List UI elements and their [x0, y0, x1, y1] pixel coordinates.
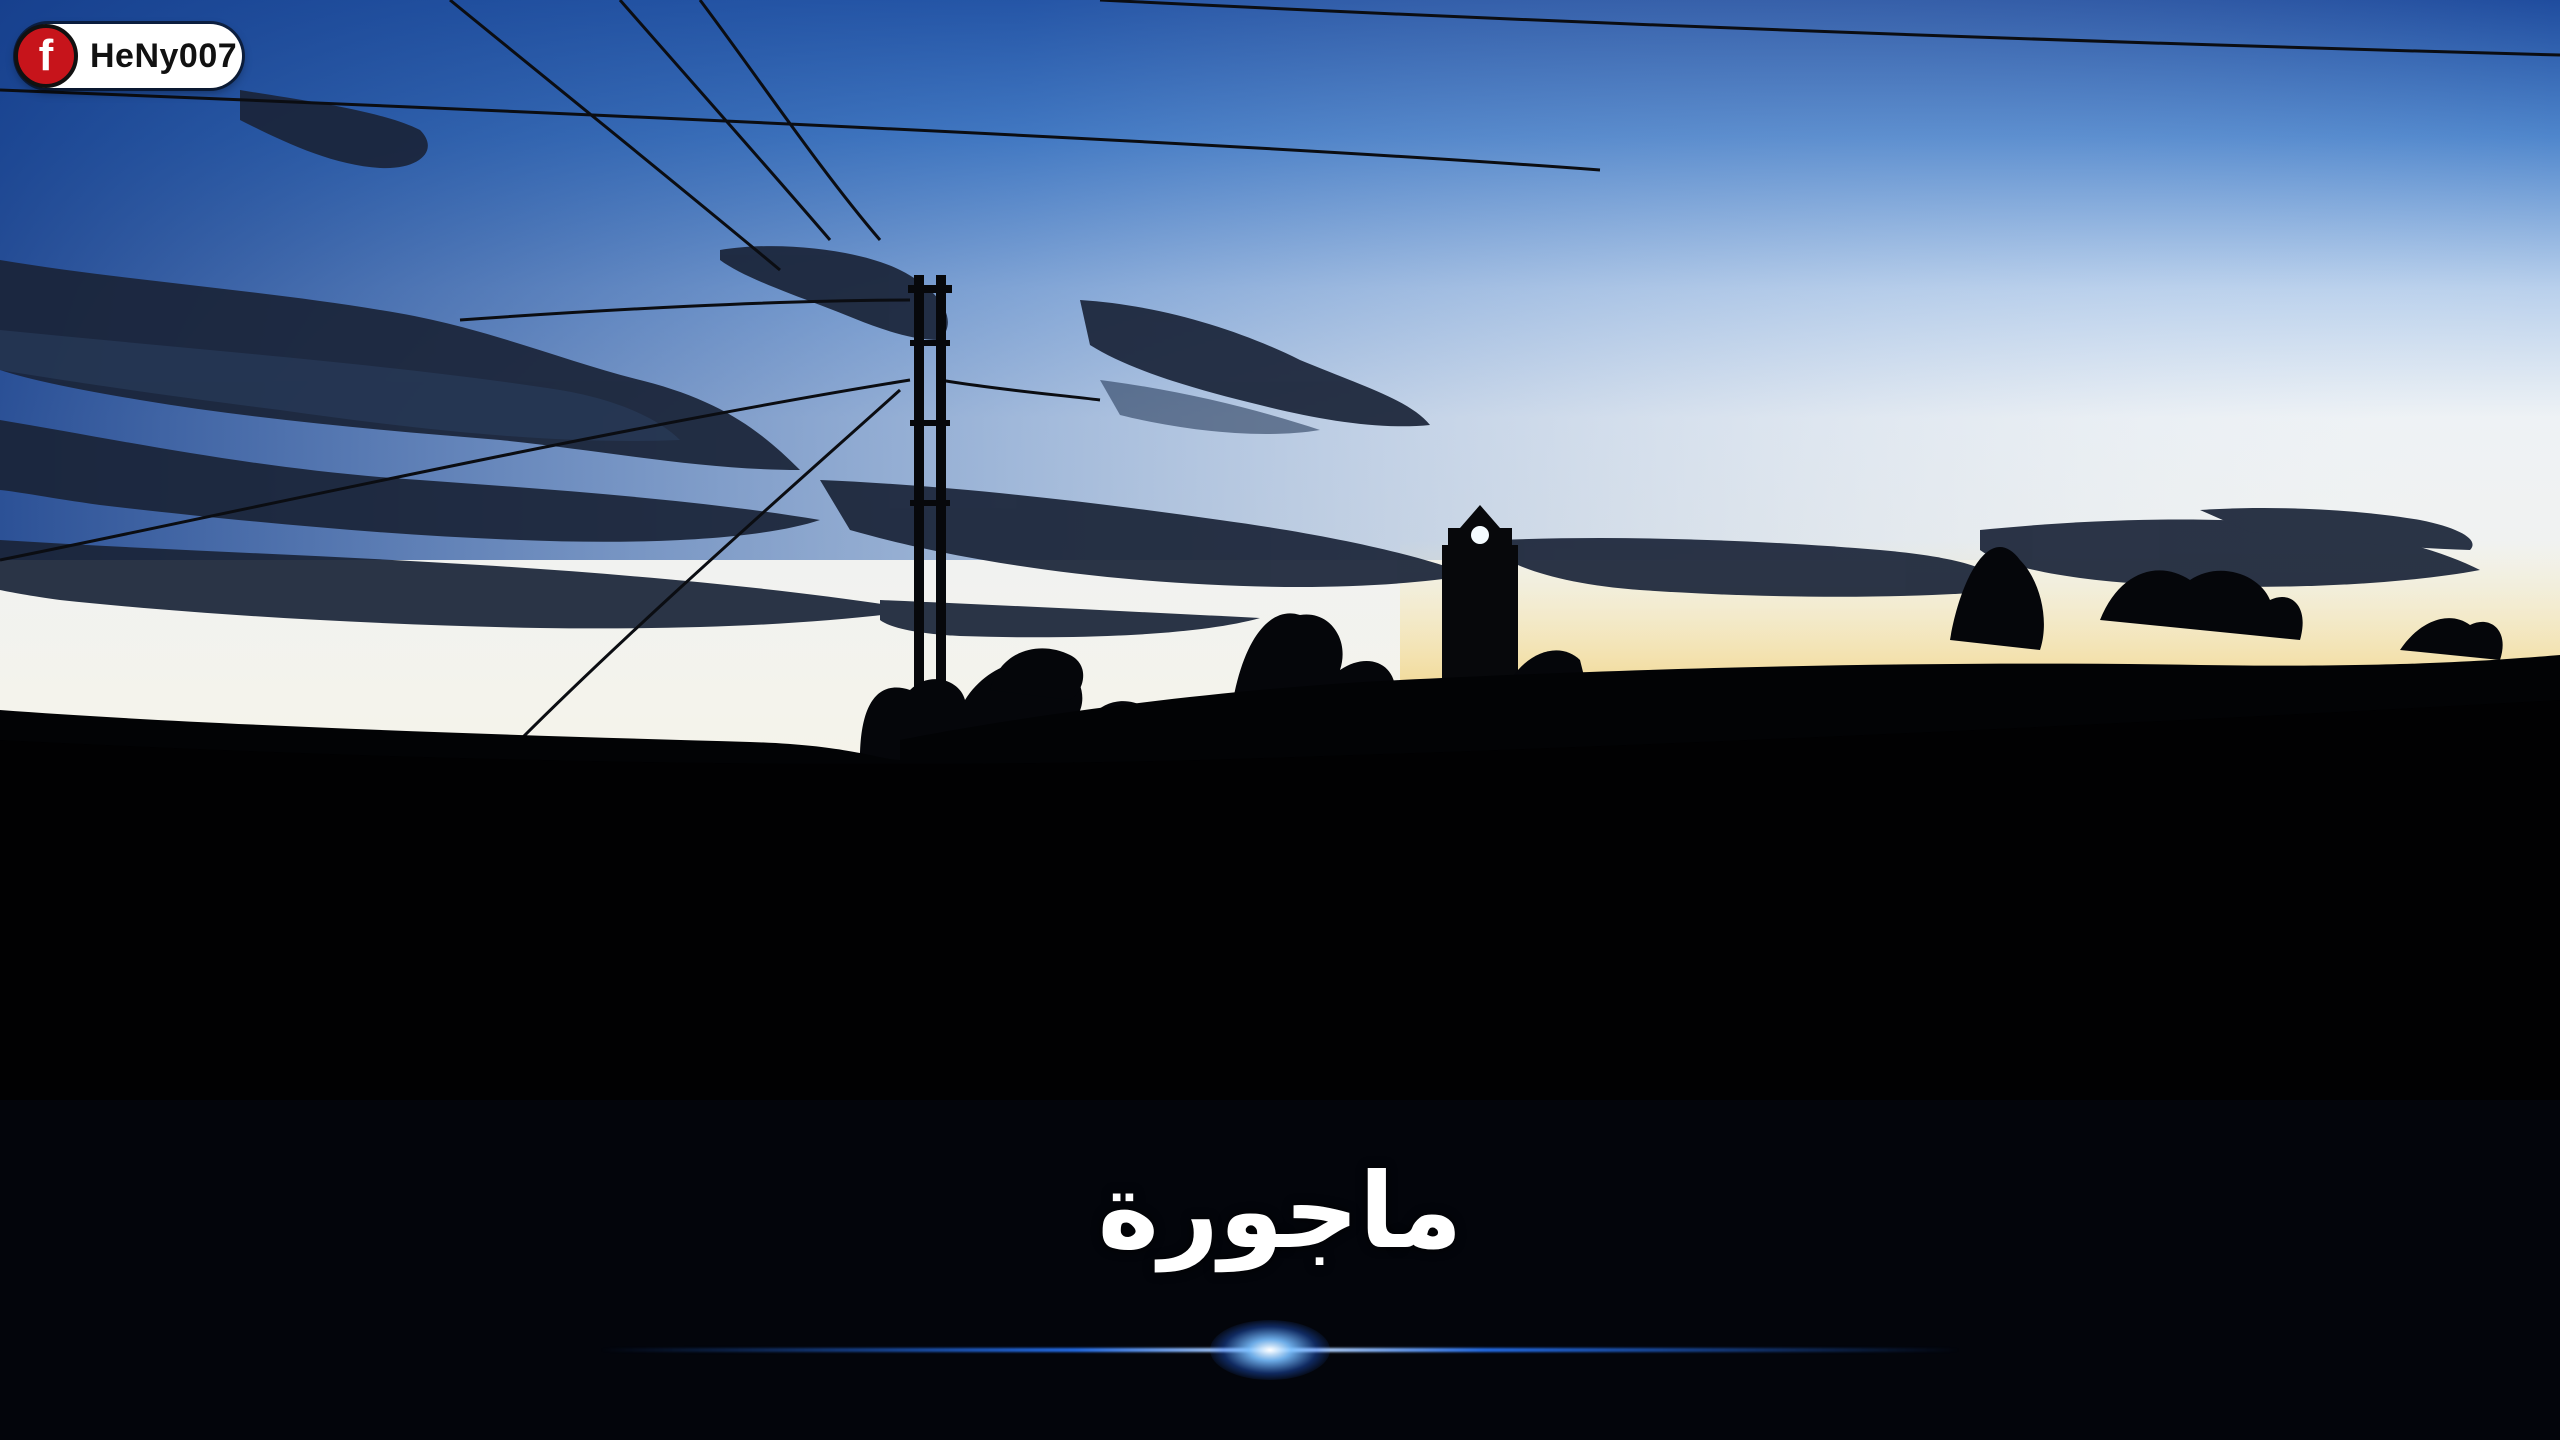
place-name-caption: ماجورة: [1097, 1150, 1463, 1272]
facebook-icon: f: [14, 24, 78, 88]
facebook-handle: HeNy007: [90, 36, 238, 75]
light-flare-glow: [1210, 1320, 1330, 1380]
facebook-badge: [16, 24, 242, 88]
